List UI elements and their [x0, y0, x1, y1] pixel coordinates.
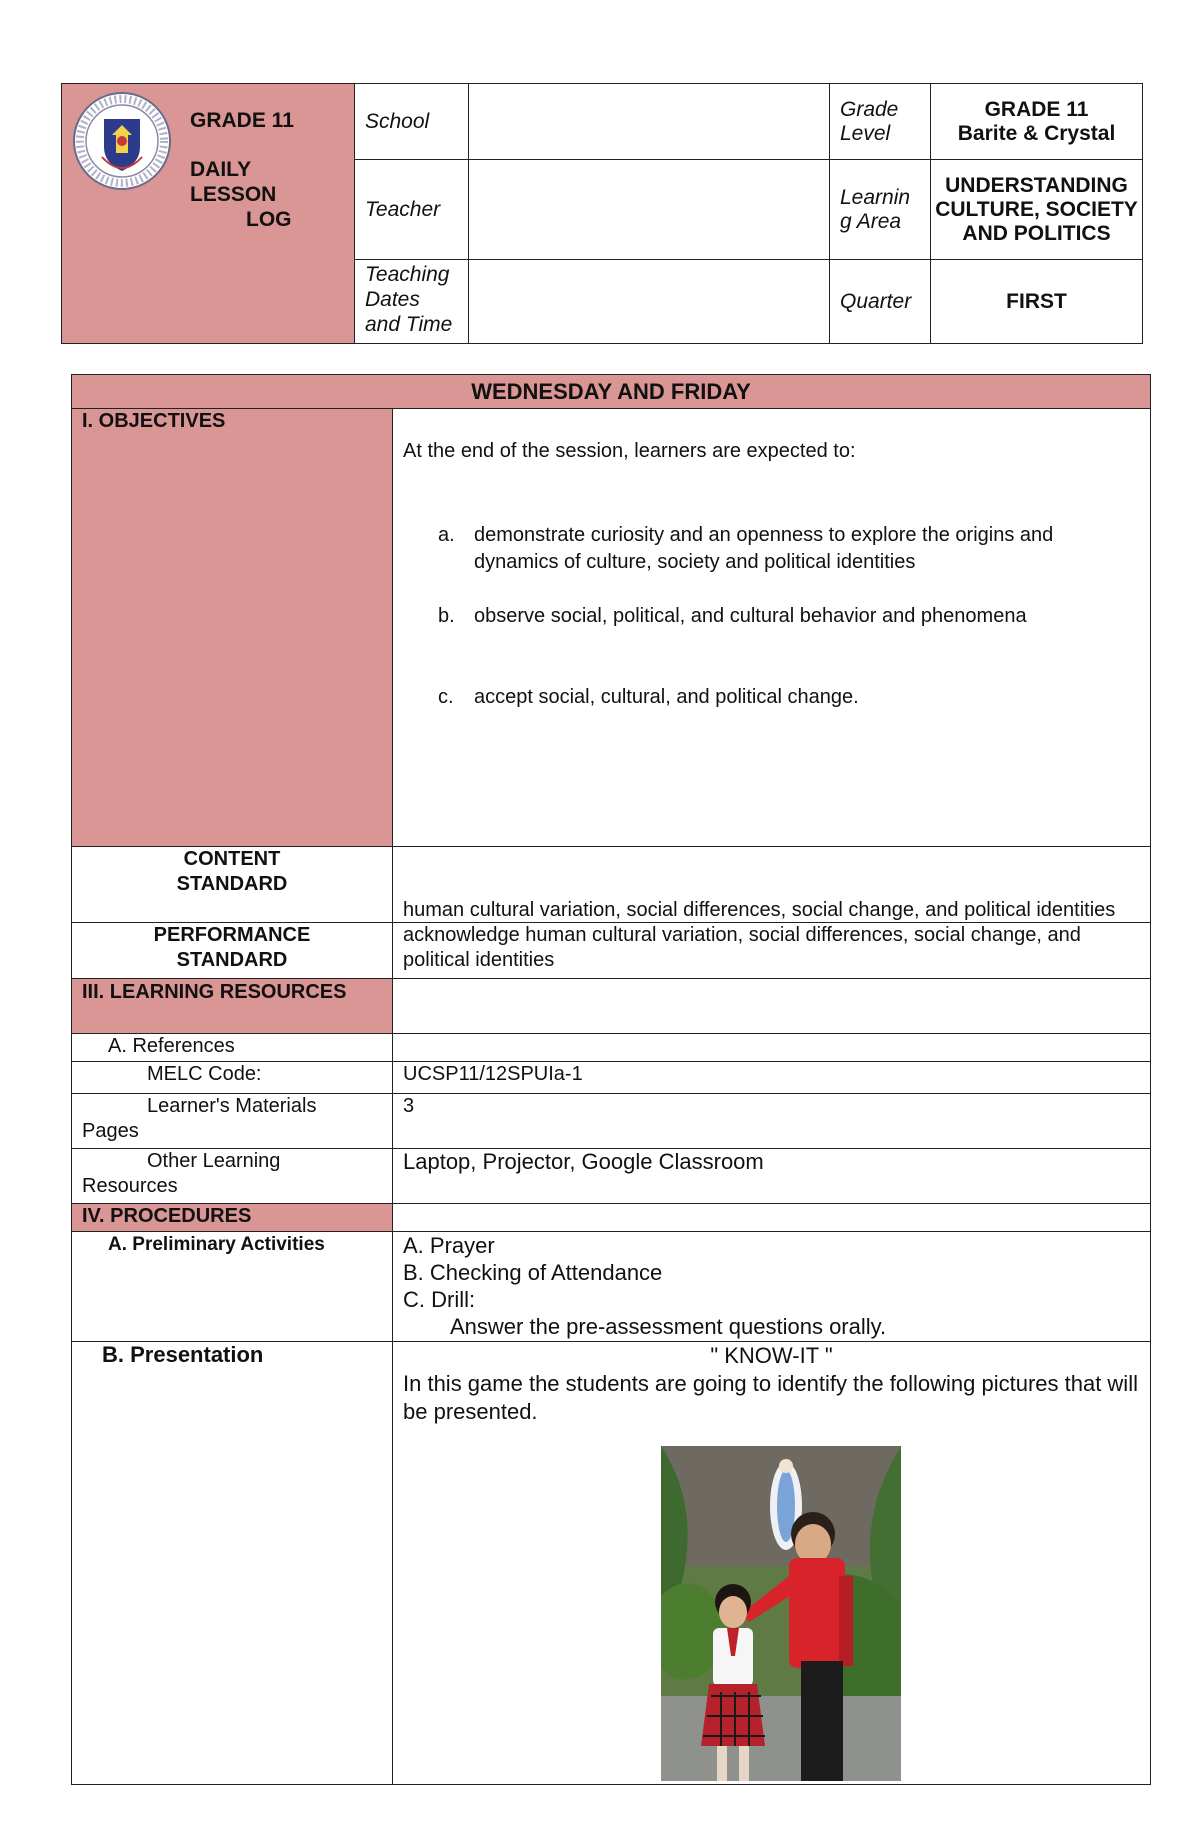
- log-title-line-1: DAILY: [190, 158, 252, 181]
- procedures-empty: [393, 1204, 1151, 1232]
- objective-marker: c.: [438, 686, 454, 708]
- grade-level-value: [931, 84, 1143, 160]
- log-title-line-2: LESSON: [190, 183, 277, 206]
- header-title-cell: [62, 84, 355, 344]
- game-title: " KNOW-IT ": [710, 1343, 833, 1368]
- performance-standard-label-1: PERFORMANCE: [153, 924, 311, 946]
- attendance-item: B. Checking of Attendance: [403, 1260, 663, 1285]
- references-label: A. References: [72, 1034, 393, 1062]
- melc-code-value: UCSP11/12SPUIa-1: [393, 1062, 1151, 1094]
- school-label: School: [355, 84, 469, 160]
- log-title-line-3: LOG: [246, 208, 292, 231]
- learners-materials-label-2: Pages: [82, 1120, 139, 1142]
- teacher-field[interactable]: [469, 160, 830, 260]
- presentation-content: [393, 1342, 1151, 1785]
- preliminary-activities-content: [393, 1232, 1151, 1342]
- content-standard-label-1: CONTENT: [183, 848, 281, 870]
- teaching-dates-label: Teaching Dates and Time: [355, 260, 469, 344]
- presentation-label: B. Presentation: [72, 1342, 393, 1785]
- other-resources-value: Laptop, Projector, Google Classroom: [393, 1149, 1151, 1204]
- objectives-content: [393, 409, 1151, 847]
- objectives-list: [403, 522, 1140, 711]
- learners-materials-label-1: Learner's Materials: [147, 1095, 317, 1117]
- objective-item: [438, 684, 1140, 711]
- other-resources-label-2: Resources: [82, 1175, 178, 1197]
- grade-title: GRADE 11: [190, 109, 294, 132]
- quarter-value: FIRST: [931, 260, 1143, 344]
- learners-materials-value: 3: [393, 1094, 1151, 1149]
- content-standard-value: human cultural variation, social differences, social change, and political identities: [393, 847, 1151, 923]
- learning-area-value: UNDERSTANDING CULTURE, SOCIETY AND POLITICS: [931, 160, 1143, 260]
- other-resources-label-1: Other Learning: [147, 1150, 281, 1172]
- school-field[interactable]: [469, 84, 830, 160]
- objective-text: demonstrate curiosity and an openness to explore the origins and dynamics of culture, society and political identities: [474, 524, 1054, 573]
- teaching-dates-field[interactable]: [469, 260, 830, 344]
- presentation-photo: [661, 1446, 901, 1781]
- learners-materials-label: [72, 1094, 393, 1149]
- grade-level-value-2: Barite & Crystal: [957, 121, 1116, 145]
- preliminary-activities-label: A. Preliminary Activities: [72, 1232, 393, 1342]
- melc-code-label: MELC Code:: [72, 1062, 393, 1094]
- objective-text: observe social, political, and cultural behavior and phenomena: [474, 605, 1027, 627]
- objectives-intro: At the end of the session, learners are expected to:: [403, 440, 856, 462]
- references-empty: [393, 1034, 1151, 1062]
- content-standard-label: [72, 847, 393, 923]
- learning-area-label: Learnin g Area: [830, 160, 931, 260]
- lesson-table: [71, 374, 1151, 1785]
- procedures-title: IV. PROCEDURES: [72, 1204, 393, 1232]
- grade-level-value-1: GRADE 11: [984, 97, 1089, 121]
- prayer-item: A. Prayer: [403, 1233, 495, 1258]
- game-instructions: In this game the students are going to identify the following pictures that will be presented.: [403, 1371, 1138, 1424]
- objective-marker: b.: [438, 605, 455, 627]
- other-resources-label: [72, 1149, 393, 1204]
- grade-level-label: Grade Level: [830, 84, 931, 160]
- performance-standard-value: acknowledge human cultural variation, social differences, social change, and political identities: [393, 923, 1151, 979]
- drill-text: Answer the pre-assessment questions orally.: [450, 1314, 887, 1339]
- learning-resources-title: III. LEARNING RESOURCES: [72, 979, 393, 1034]
- performance-standard-label: [72, 923, 393, 979]
- drill-item: C. Drill:: [403, 1287, 476, 1312]
- objectives-title: I. OBJECTIVES: [72, 409, 393, 847]
- content-standard-label-2: STANDARD: [176, 873, 288, 895]
- learning-resources-empty: [393, 979, 1151, 1034]
- objective-item: [438, 522, 1140, 576]
- quarter-label: Quarter: [830, 260, 931, 344]
- objective-item: [438, 603, 1140, 630]
- header-table: [61, 83, 1143, 344]
- header-title-block: [190, 108, 294, 232]
- objective-marker: a.: [438, 524, 455, 546]
- day-header: WEDNESDAY AND FRIDAY: [72, 375, 1151, 409]
- objective-text: accept social, cultural, and political change.: [474, 686, 859, 708]
- teacher-label: Teacher: [355, 160, 469, 260]
- performance-standard-label-2: STANDARD: [176, 949, 288, 971]
- deped-seal-icon: [72, 91, 172, 191]
